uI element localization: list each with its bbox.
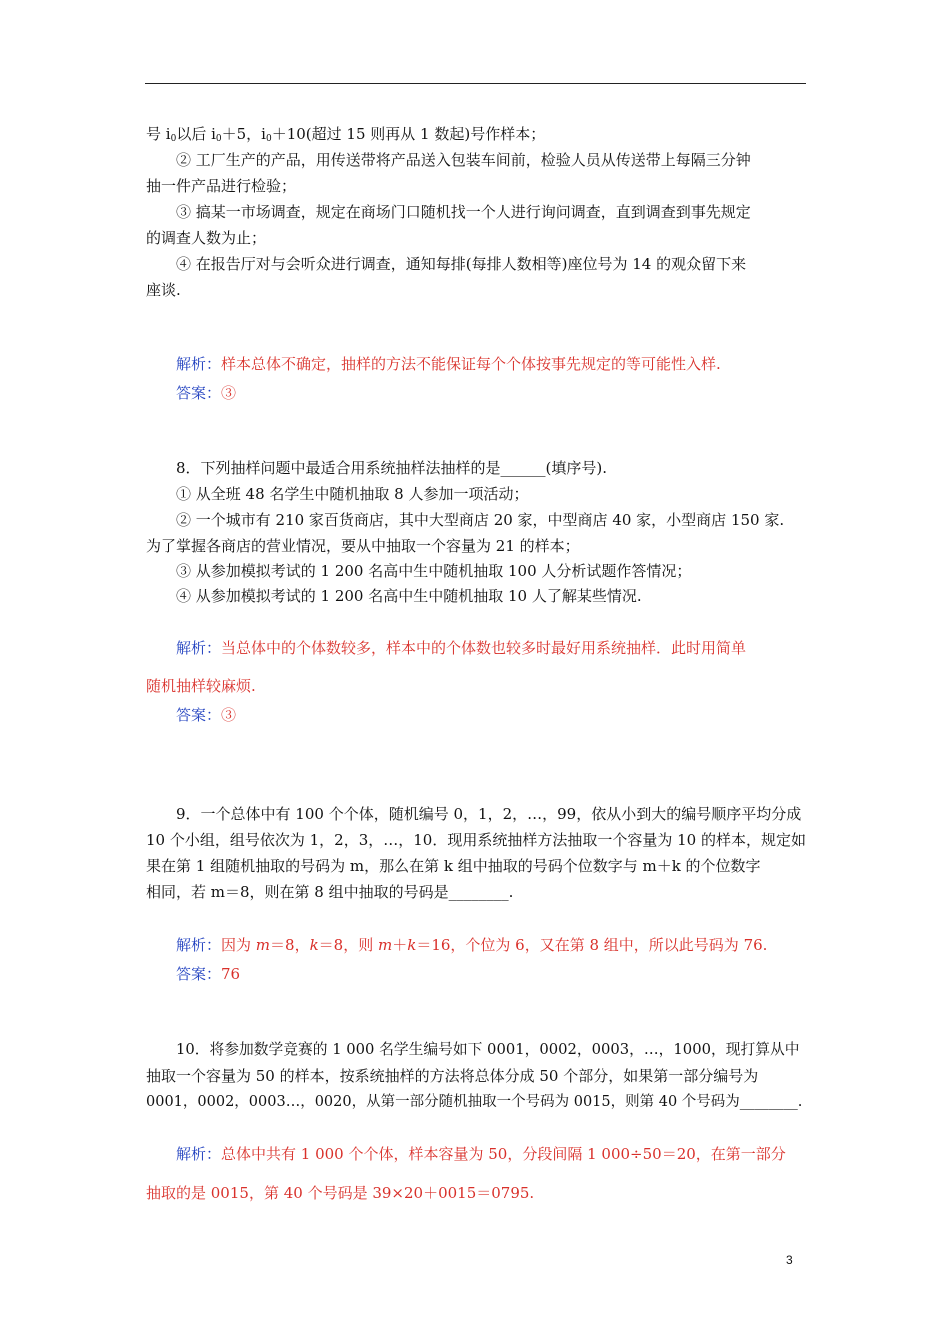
q8-option-3: ③ 从参加模拟考试的 1 200 名高中生中随机抽取 100 人分析试题作答情况；	[176, 562, 692, 580]
q8-option-1: ① 从全班 48 名学生中随机抽取 8 人参加一项活动；	[176, 485, 529, 503]
q10-analysis-cont: 抽取的是 0015，第 40 个号码是 39×20＋0015＝0795.	[146, 1184, 535, 1202]
q7-option-2-cont: 抽一件产品进行检验；	[146, 177, 297, 195]
q10-analysis: 解析：总体中共有 1 000 个个体，样本容量为 50，分段间隔 1 000÷50＝20，在第一部分	[176, 1145, 786, 1163]
page-number: 3	[786, 1253, 793, 1267]
q8-answer: 答案：③	[176, 706, 237, 724]
q8-option-2-cont: 为了掌握各商店的营业情况，要从中抽取一个容量为 21 的样本；	[146, 537, 580, 555]
header-rule	[145, 83, 806, 84]
q8-stem: 8．下列抽样问题中最适合用系统抽样法抽样的是______(填序号).	[176, 459, 608, 477]
q7-option-4: ④ 在报告厅对与会听众进行调查，通知每排(每排人数相等)座位号为 14 的观众留下来	[176, 255, 747, 273]
q9-answer: 答案：76	[176, 965, 241, 983]
q7-option-3-cont: 的调查人数为止；	[146, 229, 267, 247]
q7-analysis: 解析：样本总体不确定，抽样的方法不能保证每个个体按事先规定的等可能性入样.	[176, 355, 721, 373]
q7-option-2: ② 工厂生产的产品，用传送带将产品送入包装车间前，检验人员从传送带上每隔三分钟	[176, 151, 751, 169]
q9-analysis: 解析：因为 m＝8，k＝8，则 m＋k＝16，个位为 6，又在第 8 组中，所以此号码为 76.	[176, 936, 768, 954]
q9-line-3: 果在第 1 组随机抽取的号码为 m，那么在第 k 组中抽取的号码个位数字与 m＋k 的个位数字	[146, 857, 761, 875]
q8-analysis-cont: 随机抽样较麻烦.	[146, 677, 256, 695]
q7-answer: 答案：③	[176, 384, 237, 402]
q7-option-3: ③ 搞某一市场调查，规定在商场门口随机找一个人进行询问调查，直到调查到事先规定	[176, 203, 751, 221]
q8-analysis: 解析：当总体中的个体数较多，样本中的个体数也较多时最好用系统抽样．此时用简单	[176, 639, 747, 657]
q9-line-2: 10 个小组，组号依次为 1，2，3，…，10．现用系统抽样方法抽取一个容量为 10 的样本，规定如	[146, 831, 806, 849]
q7-continuation: 号 $i_0$以后 $i_0+5$，$i_0+10$(超过 15 则再从 1 数起)号作样本；	[146, 125, 546, 144]
q9-line-4: 相同，若 m＝8，则在第 8 组中抽取的号码是________.	[146, 883, 514, 901]
q8-option-2: ② 一个城市有 210 家百货商店，其中大型商店 20 家，中型商店 40 家，小型商店 150 家.	[176, 511, 785, 529]
q8-option-4: ④ 从参加模拟考试的 1 200 名高中生中随机抽取 10 人了解某些情况.	[176, 587, 642, 605]
q10-line-1: 10．将参加数学竞赛的 1 000 名学生编号如下 0001，0002，0003，…，1000，现打算从中	[176, 1041, 800, 1058]
q7-option-4-cont: 座谈.	[146, 281, 181, 299]
q9-line-1: 9．一个总体中有 100 个个体，随机编号 0，1，2，…，99，依从小到大的编号顺序平均分成	[176, 805, 802, 823]
q10-line-3: 0001，0002，0003…，0020，从第一部分随机抽取一个号码为 0015，则第 40 个号码为________.	[146, 1094, 803, 1110]
q10-line-2: 抽取一个容量为 50 的样本，按系统抽样的方法将总体分成 50 个部分，如果第一部分编号为	[146, 1067, 759, 1085]
